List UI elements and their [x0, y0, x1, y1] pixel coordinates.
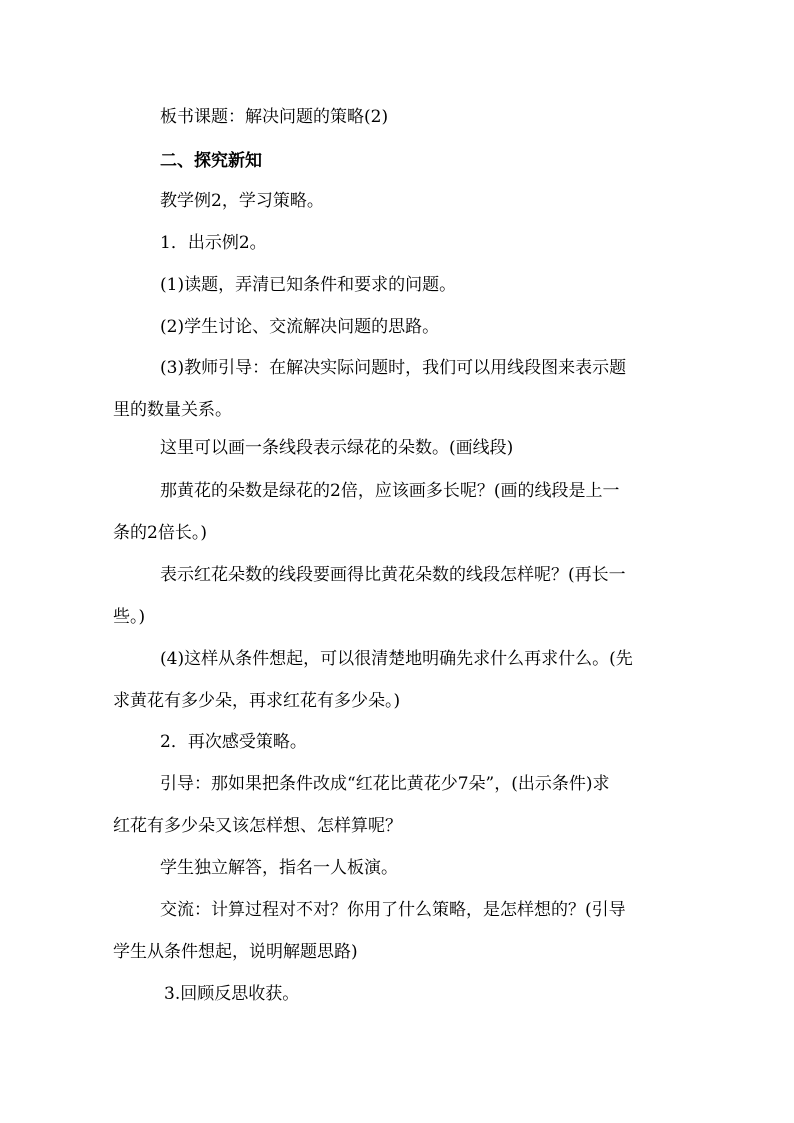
paragraph-line: 引导：那如果把条件改成“红花比黄花少7朵”，(出示条件)求: [160, 774, 610, 794]
paragraph-line: (4)这样从条件想起，可以很清楚地明确先求什么再求什么。(先: [160, 649, 633, 669]
paragraph-line: (2)学生讨论、交流解决问题的思路。: [160, 317, 440, 337]
paragraph-line: 些。): [113, 607, 146, 627]
paragraph-line: 1．出示例2。: [160, 233, 267, 253]
paragraph-line: 交流：计算过程对不对？你用了什么策略，是怎样想的？(引导: [160, 900, 626, 920]
paragraph-line: 红花有多少朵又该怎样想、怎样算呢？: [113, 816, 402, 836]
paragraph-line: 2．再次感受策略。: [160, 732, 307, 752]
paragraph-line: 里的数量关系。: [113, 400, 232, 420]
paragraph-line: 教学例2，学习策略。: [160, 191, 324, 211]
paragraph-line: 学生从条件想起，说明解题思路): [113, 942, 358, 962]
paragraph-line: 这里可以画一条线段表示绿花的朵数。(画线段): [160, 438, 514, 458]
paragraph-line: 求黄花有多少朵，再求红花有多少朵。): [113, 691, 401, 711]
paragraph-line: 3.回顾反思收获。: [164, 984, 300, 1004]
section-heading: 二、探究新知: [160, 151, 262, 171]
paragraph-line: 表示红花朵数的线段要画得比黄花朵数的线段怎样呢？(再长一: [160, 565, 626, 585]
paragraph-line: (1)读题，弄清已知条件和要求的问题。: [160, 275, 457, 295]
paragraph-line: 条的2倍长。): [113, 523, 207, 543]
paragraph-line: (3)教师引导：在解决实际问题时，我们可以用线段图来表示题: [160, 358, 627, 378]
paragraph-line: 那黄花的朵数是绿花的2倍，应该画多长呢？(画的线段是上一: [160, 481, 620, 501]
paragraph-line: 学生独立解答，指名一人板演。: [160, 858, 398, 878]
lesson-title-line: 板书课题：解决问题的策略(2): [160, 107, 389, 127]
